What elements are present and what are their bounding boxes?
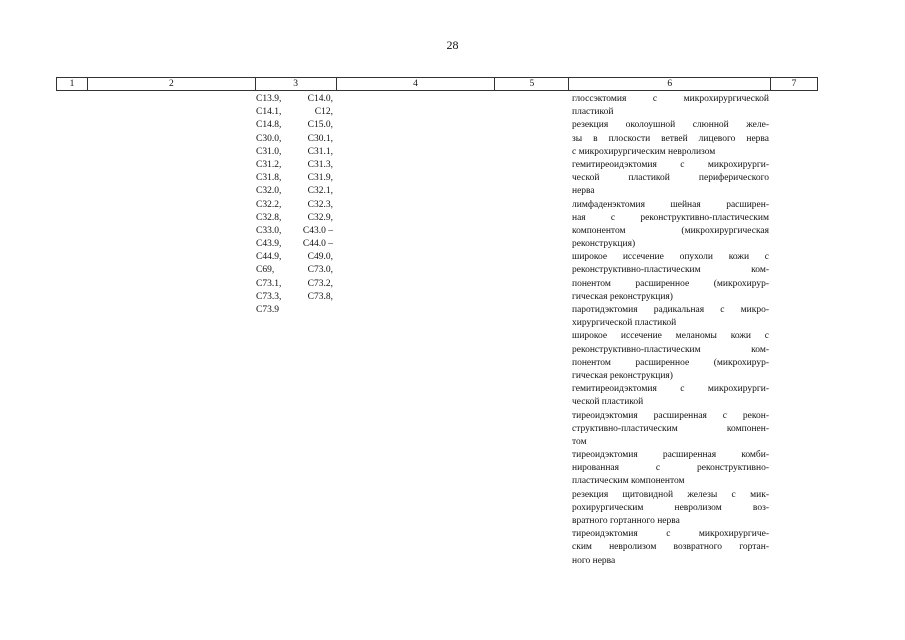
operation-entry [572,528,769,568]
operation-text-line: реконструктивно-пластическим ком- [572,344,769,355]
code-line [256,278,333,291]
code-line [256,172,333,185]
diagnosis-code: C14.0, [307,94,333,104]
operation-entry [572,159,769,199]
column-header-5: 5 [495,78,569,90]
operation-text-line: тиреоидэктомия с микрохирургиче- [572,529,769,540]
code-line [256,106,333,119]
operation-text-line: рохирургическим невролизом воз- [572,502,769,513]
diagnosis-code: C43.9, [256,239,282,250]
diagnosis-code: C73.1, [256,278,282,289]
diagnosis-code: C73.2, [307,278,333,289]
column-header-4: 4 [337,78,496,90]
operation-text-line: гическая реконструкция) [572,370,673,381]
diagnosis-code: C73.0, [307,265,333,276]
column-header-2: 2 [88,78,256,90]
diagnosis-code: C32.2, [256,199,282,210]
operation-entry [572,489,769,529]
operation-text-line: гическая реконструкция) [572,291,673,302]
cell-col-4 [336,93,495,568]
operation-text-line: пластическим компонентом [572,476,685,487]
column-header-row [56,77,818,91]
operation-text-line: ческой пластикой периферического [572,173,769,184]
diagnosis-code: C14.8, [256,120,282,131]
diagnosis-code: C14.1, [256,107,282,118]
operation-entry [572,119,769,159]
diagnosis-code: C32.1, [307,186,333,197]
operation-text-line: понентом расширенное (микрохирур- [572,278,769,289]
code-line [256,304,333,317]
operation-text-line: гемитиреоидэктомия с микрохирурги- [572,384,769,395]
operation-text-line: тиреоидэктомия расширенная с рекон- [572,410,769,421]
operation-text-line: резекция околоушной слюнной желе- [572,120,769,131]
diagnosis-code: C69, [256,265,275,276]
operation-text-line: хирургической пластикой [572,318,677,329]
diagnosis-code: C32.9, [307,212,333,223]
operation-text-line: вратного гортанного нерва [572,516,680,526]
operation-entry [572,330,769,383]
operation-text-line: резекция щитовидной железы с мик- [572,489,769,500]
operation-text-line: лимфаденэктомия шейная расширен- [572,199,769,210]
column-header-6: 6 [569,78,771,90]
operation-text-line: том [572,436,587,447]
operation-text-line: пластикой [572,107,614,118]
operation-text-line: широкое иссечение опухоли кожи с [572,252,769,263]
diagnosis-code: C30.1, [307,133,333,144]
operation-text-line: ческой пластикой [572,397,644,408]
code-line [256,159,333,172]
code-line [256,93,333,106]
code-line [256,133,333,146]
diagnosis-code: C31.0, [256,146,282,157]
diagnosis-code: C44.0 – [302,239,333,250]
operation-entry [572,251,769,304]
operation-text-line: реконструкция) [572,239,636,250]
code-line [256,291,333,304]
code-line [256,225,333,238]
diagnosis-code: C32.8, [256,212,282,223]
diagnosis-code: C31.1, [307,146,333,157]
diagnosis-code: C13.9, [256,94,282,104]
operation-text-line: тиреоидэктомия расширенная комби- [572,450,769,461]
diagnosis-code: C43.0 – [302,225,333,236]
operations-cell [569,93,771,568]
diagnosis-code: C73.8, [307,291,333,302]
operation-entry [572,304,769,330]
table-row [56,91,818,568]
diagnosis-code: C30.0, [256,133,282,144]
diagnosis-code: C31.2, [256,159,282,170]
operation-text-line: ским невролизом возвратного гортан- [572,542,769,553]
diagnosis-code: C31.3, [307,159,333,170]
cell-col-2 [87,93,255,568]
diagnosis-code: C12, [314,107,333,118]
operation-text-line: зы в плоскости ветвей лицевого нерва [572,133,769,144]
operation-text-line: нерва [572,186,595,197]
diagnosis-code: C44.9, [256,252,282,263]
operation-entry [572,199,769,252]
diagnosis-code: C33.0, [256,225,282,236]
operation-text-line: ного нерва [572,555,616,566]
code-line [256,185,333,198]
column-header-1: 1 [57,78,88,90]
diagnosis-code: C32.0, [256,186,282,197]
code-line [256,119,333,132]
operation-text-line: широкое иссечение меланомы кожи с [572,331,769,342]
operation-text-line: гемитиреоидэктомия с микрохирурги- [572,159,769,170]
operation-entry [572,383,769,409]
cell-col-1 [56,93,87,568]
column-header-3: 3 [256,78,337,90]
code-line [256,251,333,264]
operation-text-line: с микрохирургическим невролизом [572,146,716,157]
operation-text-line: реконструктивно-пластическим ком- [572,265,769,276]
cell-col-7 [771,93,818,568]
page-number: 28 [446,38,459,52]
code-line [256,264,333,277]
procedures-table [56,77,818,568]
operation-text-line: структивно-пластическим компонен- [572,423,769,434]
diagnosis-code: C73.3, [256,291,282,302]
diagnosis-code: C31.8, [256,173,282,184]
operation-text-line: паротидэктомия радикальная с микро- [572,305,769,315]
diagnosis-code: C32.3, [307,199,333,210]
diagnosis-code: C49.0, [307,252,333,263]
operation-text-line: понентом расширенное (микрохирур- [572,357,769,368]
diagnosis-code: C73.9 [256,305,279,315]
operation-text-line: нированная с реконструктивно- [572,463,769,474]
code-line [256,199,333,212]
cell-col-5 [495,93,569,568]
column-header-7: 7 [771,78,818,90]
operation-text-line: ная с реконструктивно-пластическим [572,212,769,223]
diagnosis-code: C31.9, [307,173,333,184]
diagnosis-code: C15.0, [307,120,333,131]
code-line [256,238,333,251]
operation-entry [572,93,769,119]
code-line [256,212,333,225]
operation-text-line: глоссэктомия с микрохирургической [572,94,769,104]
operation-entry [572,410,769,450]
operation-text-line: компонентом (микрохирургическая [572,225,769,236]
code-line [256,146,333,159]
diagnosis-codes-cell [255,93,336,568]
operation-entry [572,449,769,489]
